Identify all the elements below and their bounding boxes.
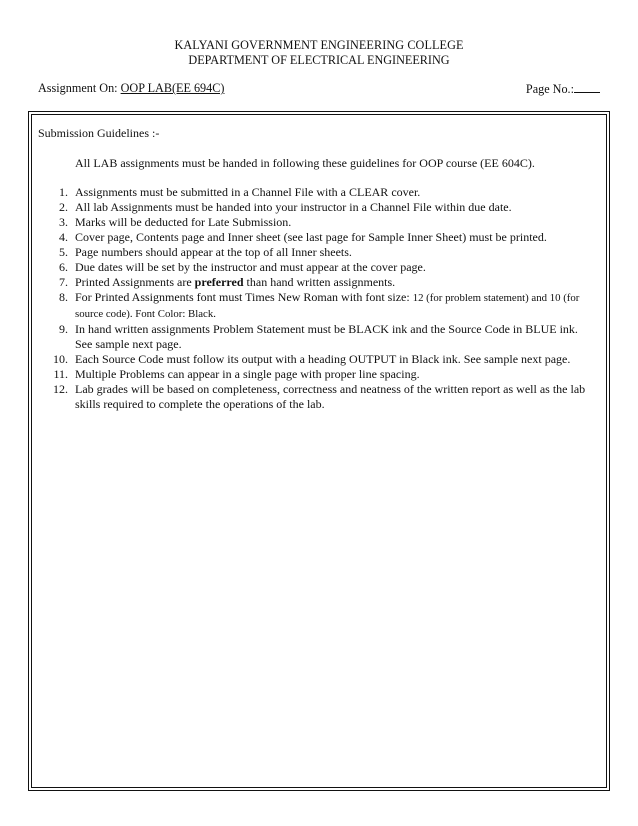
page-number-field [526,81,600,97]
list-item [38,200,598,215]
item-text: Due dates will be set by the instructor and must appear at the cover page. [75,260,426,274]
page-number-label: Page No.: [525,82,574,96]
item-text-small: 12 (for problem statement) and 10 (for source code). Font Color: Black. [75,292,580,320]
guidelines-list [38,185,598,412]
list-item [38,367,598,382]
item-number: 9. [59,322,68,336]
department-name: DEPARTMENT OF ELECTRICAL ENGINEERING [188,53,450,67]
list-item [38,245,598,260]
item-text: Cover page, Contents page and Inner sheet (see last page for Sample Inner Sheet) must be printed. [75,230,547,244]
assignment-line [38,81,224,96]
item-number: 7. [59,275,68,289]
list-item [38,290,598,322]
item-text: Each Source Code must follow its output with a heading OUTPUT in Black ink. See sample next page. [75,352,571,366]
page-number-blank [574,81,600,93]
item-number: 12. [53,382,68,396]
item-text-emphasis: preferred [194,275,244,289]
item-text: In hand written assignments Problem Statement must be BLACK ink and the Source Code in BLUE ink. See sample next page. [75,322,578,351]
college-name: KALYANI GOVERNMENT ENGINEERING COLLEGE [174,38,464,52]
item-text: Page numbers should appear at the top of all Inner sheets. [75,245,352,259]
item-text: All lab Assignments must be handed into your instructor in a Channel File within due date. [75,200,512,214]
guidelines-intro: All LAB assignments must be handed in following these guidelines for OOP course (EE 604C). [75,156,535,170]
assignment-course: OOP LAB(EE 694C) [120,81,225,95]
item-text: Lab grades will be based on completeness, correctness and neatness of the written report as well as the lab skills required to complete the operations of the lab. [75,382,586,411]
item-number: 1. [59,185,68,199]
list-item [38,215,598,230]
list-item [38,322,598,352]
item-number: 5. [59,245,68,259]
item-number: 11. [53,367,68,381]
item-text-before: Printed Assignments are [75,275,195,289]
item-number: 2. [59,200,68,214]
item-text: Assignments must be submitted in a Channel File with a CLEAR cover. [75,185,421,199]
list-item [38,382,598,412]
item-text-before: For Printed Assignments font must Times New Roman with font size: [75,290,413,304]
list-item [38,185,598,200]
assignment-label: Assignment On: [38,81,118,95]
list-item [38,352,598,367]
item-text [75,290,579,320]
item-number: 3. [59,215,68,229]
item-text [75,275,395,289]
list-item [38,230,598,245]
item-text: Multiple Problems can appear in a single page with proper line spacing. [75,367,420,381]
item-number: 4. [59,230,68,244]
item-number: 6. [59,260,68,274]
list-item [38,260,598,275]
guidelines-heading: Submission Guidelines :- [38,126,160,140]
item-number: 8. [59,290,68,304]
list-item [38,275,598,290]
item-text-after: than hand written assignments. [243,275,396,289]
item-number: 10. [53,352,68,366]
guidelines-section [38,126,598,412]
item-text: Marks will be deducted for Late Submission. [75,215,292,229]
